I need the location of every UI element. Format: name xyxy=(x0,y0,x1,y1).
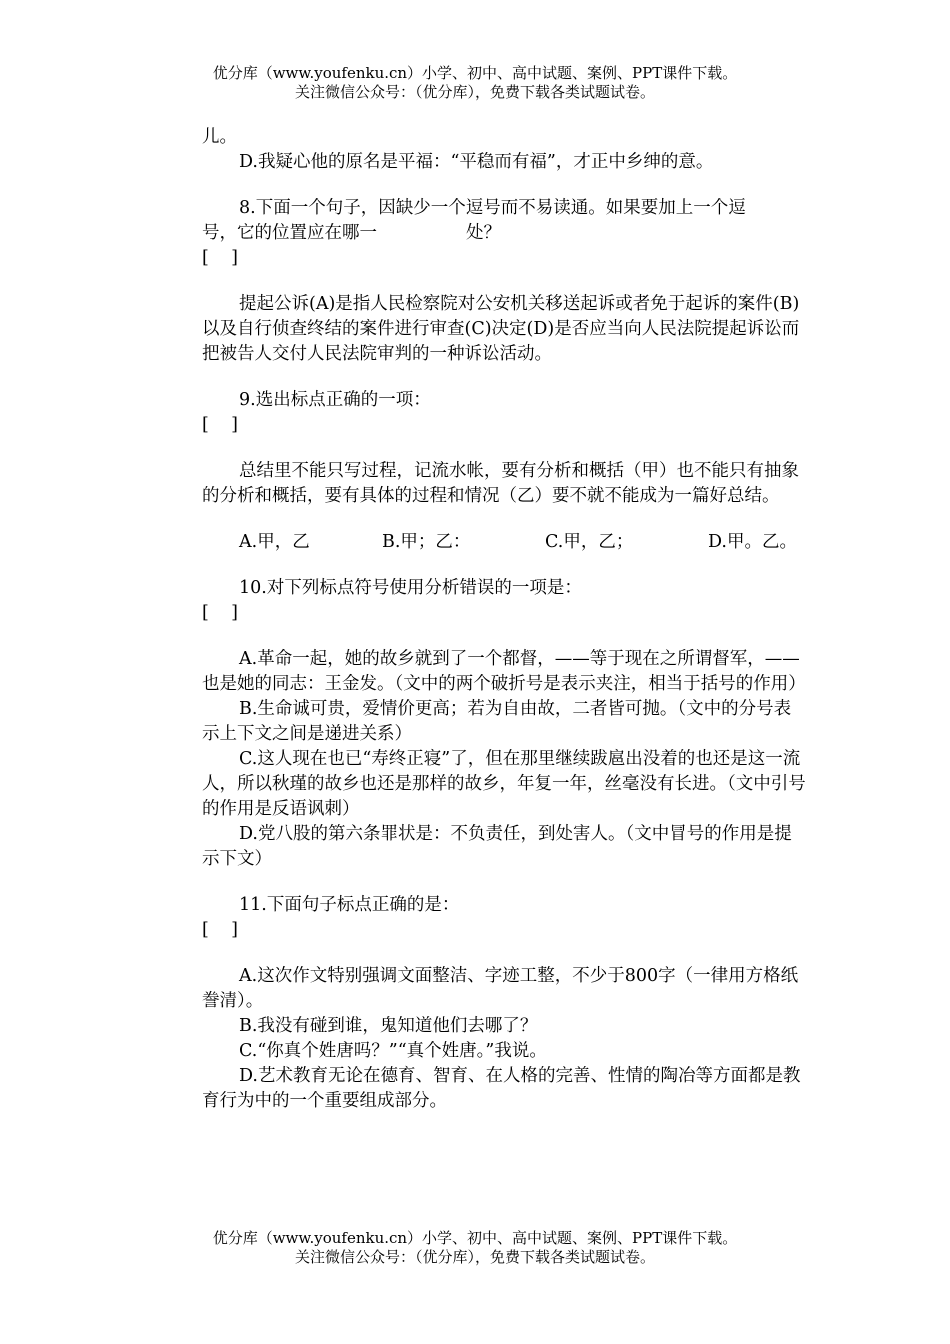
q11-option-a: A.这次作文特别强调文面整洁、字迹工整，不少于800字（一律用方格纸誊清）。 xyxy=(202,966,799,1011)
footer-line-2: 关注微信公众号：（优分库），免费下载各类试题试卷。 xyxy=(294,1248,655,1266)
q8-answer-bracket: [ ] xyxy=(202,248,238,268)
q10-option-a: A.革命一起，她的故乡就到了一个都督，——等于现在之所谓督军，——也是她的同志：王金发。（文中的两个破折号是表示夹注，相当于括号的作用） xyxy=(202,649,806,694)
page-footer xyxy=(0,1229,950,1267)
document-body xyxy=(202,125,808,1114)
q9-options xyxy=(202,530,808,555)
q8-stem-line2: 号，它的位置应在哪一 处？ xyxy=(202,223,502,243)
q10-stem: 10.对下列标点符号使用分析错误的一项是： xyxy=(239,578,582,598)
q11-stem: 11.下面句子标点正确的是： xyxy=(239,895,460,915)
q10-option-c: C.这人现在也已“寿终正寝”了，但在那里继续跋扈出没着的也还是这一流人，所以秋瑾的故乡也还是那样的故乡，年复一年，丝毫没有长进。（文中引号的作用是反语讽刺） xyxy=(202,749,806,819)
header-line-2: 关注微信公众号：（优分库），免费下载各类试题试卷。 xyxy=(294,83,655,101)
q9-option-b: B.甲；乙： xyxy=(382,532,471,552)
q10-option-d: D.党八股的第六条罪状是：不负责任，到处害人。（文中冒号的作用是提示下文） xyxy=(202,824,792,869)
q11-option-b: B.我没有碰到谁，鬼知道他们去哪了？ xyxy=(239,1016,538,1036)
q8-stem-line1: 8.下面一个句子，因缺少一个逗号而不易读通。如果要加上一个逗 xyxy=(239,198,746,218)
q11-answer-bracket: [ ] xyxy=(202,920,238,940)
carry-over-text: 儿。 xyxy=(202,127,237,147)
q9-passage: 总结里不能只写过程，记流水帐，要有分析和概括（甲）也不能只有抽象的分析和概括，要有具体的过程和情况（乙）要不就不能成为一篇好总结。 xyxy=(202,461,799,506)
q8-passage: 提起公诉(A)是指人民检察院对公安机关移送起诉或者免于起诉的案件(B)以及自行侦查终结的案件进行审查(C)决定(D)是否应当向人民法院提起诉讼而把被告人交付人民法院审判的一种诉讼活动。 xyxy=(202,294,800,364)
q10-option-b: B.生命诚可贵，爱情价更高；若为自由故，二者皆可抛。（文中的分号表示上下文之间是递进关系） xyxy=(202,699,792,744)
q11-option-c: C.“你真个姓唐吗？”“真个姓唐。”我说。 xyxy=(239,1041,547,1061)
q9-option-c: C.甲，乙； xyxy=(545,532,634,552)
page-header xyxy=(0,64,950,102)
q9-answer-bracket: [ ] xyxy=(202,415,238,435)
header-line-1: 优分库（www.youfenku.cn）小学、初中、高中试题、案例、PPT课件下载。 xyxy=(212,64,738,82)
q10-answer-bracket: [ ] xyxy=(202,603,238,623)
q9-option-a: A.甲，乙 xyxy=(239,532,310,552)
footer-line-1: 优分库（www.youfenku.cn）小学、初中、高中试题、案例、PPT课件下载。 xyxy=(212,1229,738,1247)
q7-option-d: D.我疑心他的原名是平福：“平稳而有福”，才正中乡绅的意。 xyxy=(239,152,714,172)
q9-stem: 9.选出标点正确的一项： xyxy=(239,390,431,410)
q11-option-d: D.艺术教育无论在德育、智育、在人格的完善、性情的陶冶等方面都是教育行为中的一个重要组成部分。 xyxy=(202,1066,801,1111)
q9-option-d: D.甲。乙。 xyxy=(708,532,797,552)
